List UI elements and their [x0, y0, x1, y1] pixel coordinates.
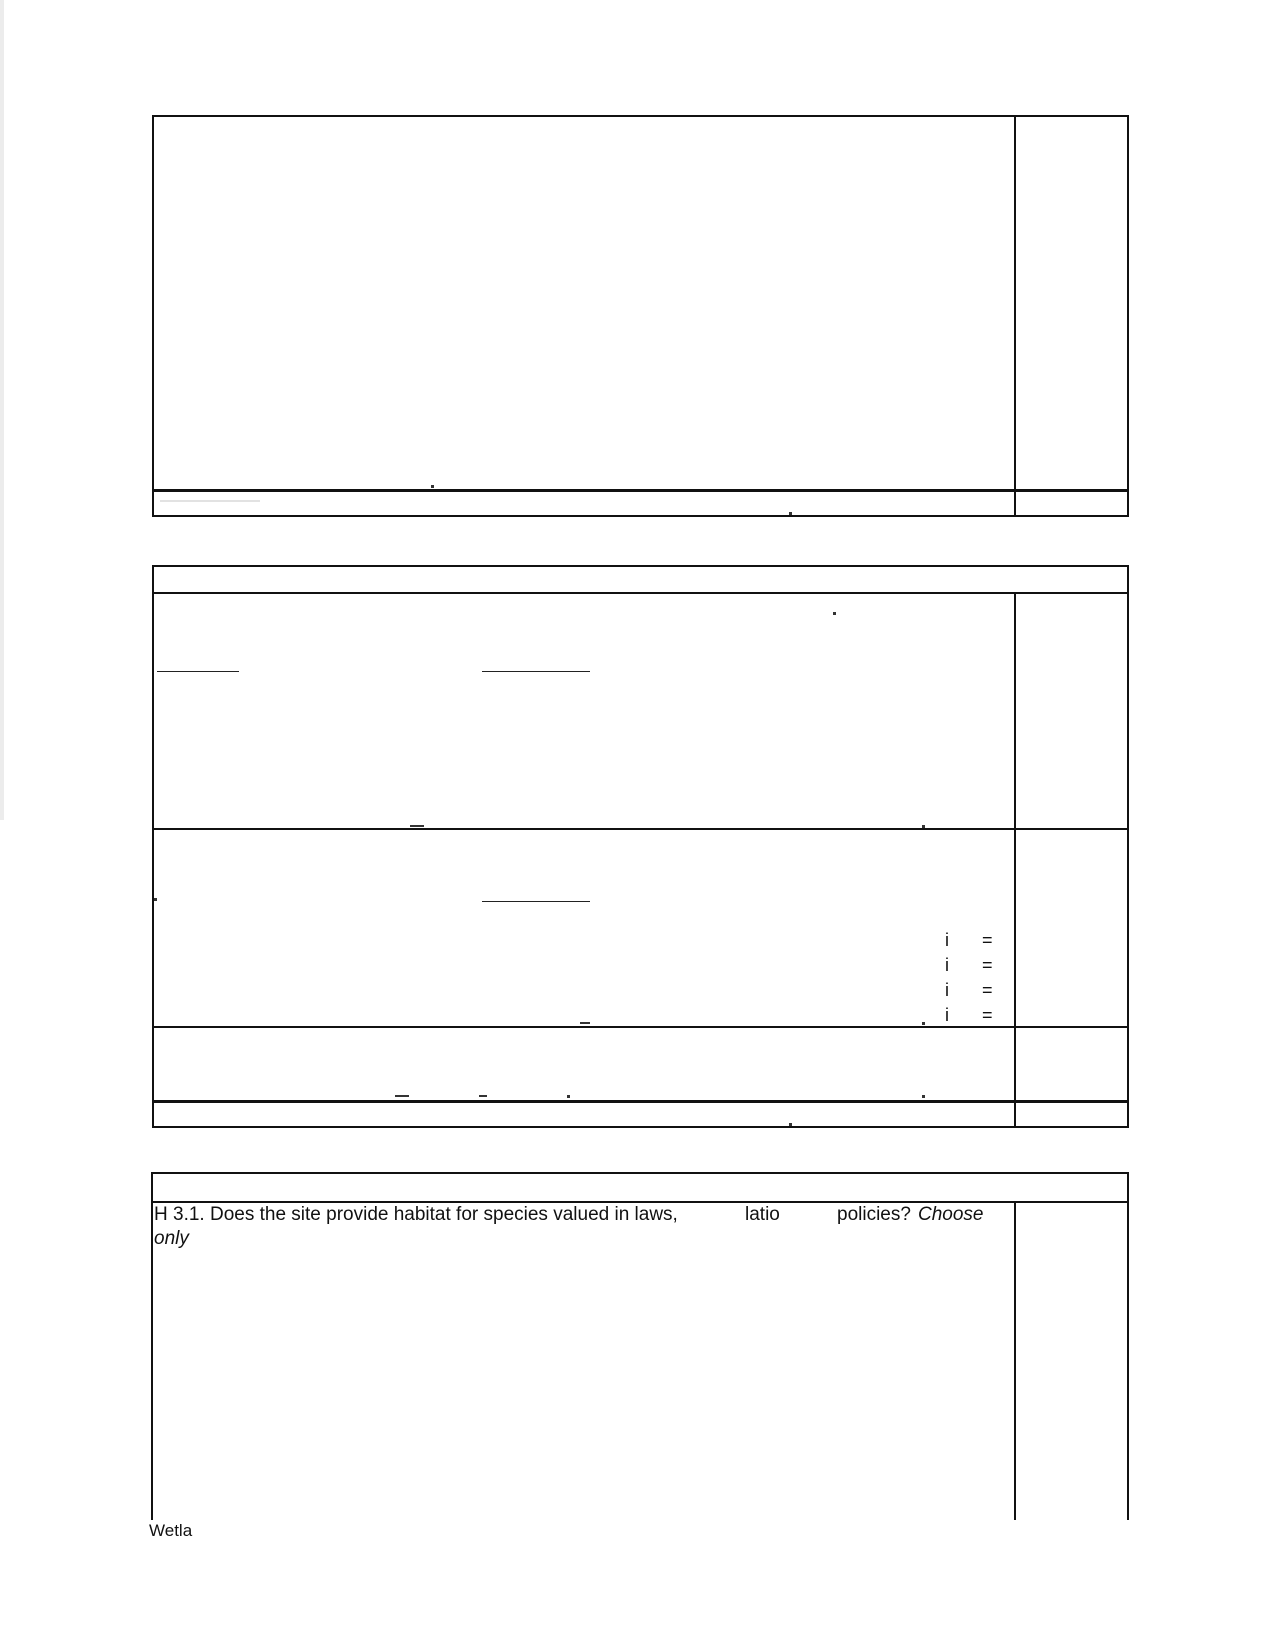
table-2-speck [567, 1095, 570, 1098]
table-2-mark: = [982, 980, 993, 1000]
table-2-total-row-top [152, 1100, 1129, 1103]
table-2-mark: i [945, 1005, 949, 1025]
table-1-total-row-top [152, 489, 1129, 492]
question-h3-1-fragment: policies? [837, 1204, 911, 1225]
table-1-speck [789, 512, 792, 515]
table-2-speck [410, 825, 424, 827]
table-2-speck [922, 1022, 925, 1025]
question-h3-1-instruction-continued: only [154, 1228, 189, 1249]
table-2-mark: = [982, 930, 993, 950]
table-2-frame [152, 565, 1129, 1128]
footer-fragment: Wetla [149, 1521, 193, 1540]
table-2-speck [154, 898, 157, 901]
table-2-row-divider [152, 828, 1129, 830]
question-h3-1-fragment: latio [745, 1204, 780, 1225]
table-1-faint-mark [160, 500, 260, 502]
table-1-speck [431, 485, 434, 488]
table-2-underline [482, 671, 590, 672]
table-2-speck [833, 612, 836, 615]
table-2-mark: = [982, 1005, 993, 1025]
table-2-row-divider [152, 1026, 1129, 1028]
table-3-score-column-divider [1014, 1202, 1016, 1520]
table-2-mark: i [945, 955, 949, 975]
table-2-underline [482, 901, 590, 902]
table-3-right-border [1127, 1172, 1129, 1520]
table-2-speck [922, 825, 925, 828]
table-2-header-row-bottom [152, 592, 1129, 594]
table-2-mark: i [945, 930, 949, 950]
scan-edge-shadow [0, 0, 4, 820]
table-2-score-column-divider [1014, 593, 1016, 1127]
table-3-top-border [151, 1172, 1129, 1174]
table-2-speck [789, 1123, 792, 1126]
question-h3-1-instruction: Choose [918, 1204, 984, 1225]
table-2-speck [479, 1095, 487, 1097]
table-2-speck [395, 1095, 409, 1097]
table-2-mark: = [982, 955, 993, 975]
table-2-underline [157, 671, 239, 672]
question-h3-1-text: H 3.1. Does the site provide habitat for species valued in laws, [154, 1204, 678, 1225]
table-1-score-column-divider [1014, 116, 1016, 516]
table-2-speck [580, 1022, 590, 1024]
table-2-speck [922, 1095, 925, 1098]
table-3-left-border [151, 1172, 153, 1520]
table-2-mark: i [945, 980, 949, 1000]
table-1-frame [152, 115, 1129, 517]
